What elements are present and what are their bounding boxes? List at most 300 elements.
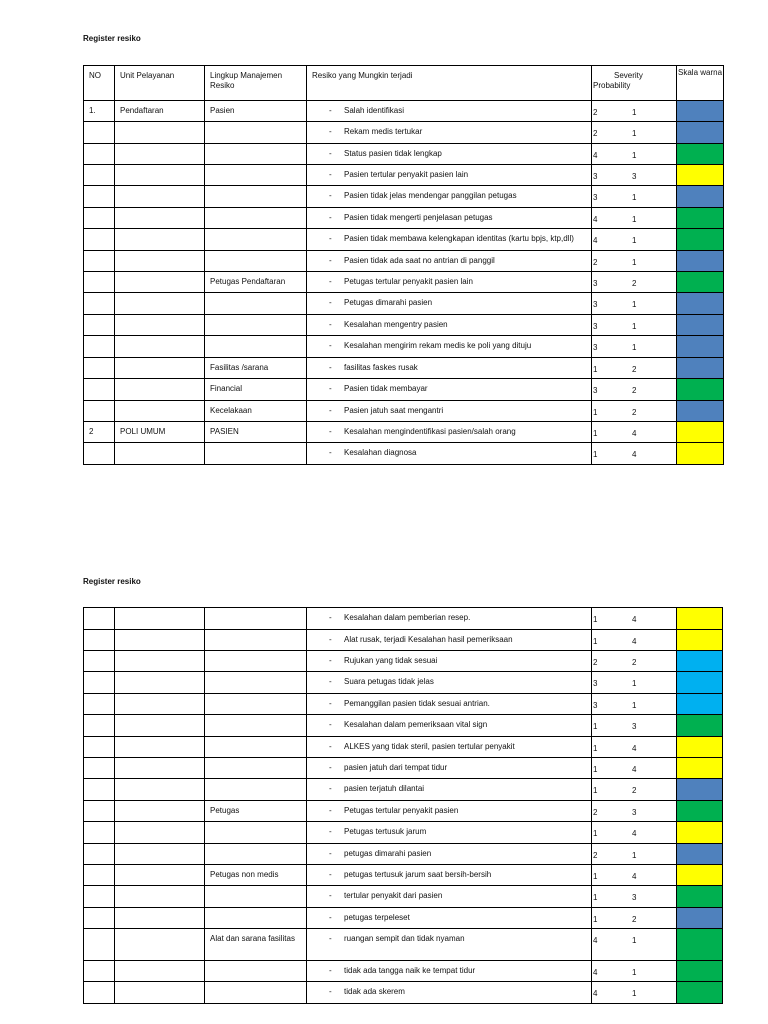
row-unit (115, 251, 205, 272)
color-scale-cell (677, 208, 724, 229)
row-scope: Petugas non medis (205, 865, 307, 886)
bullet-dash: - (329, 406, 332, 415)
row-scope (205, 779, 307, 801)
row-scope: Alat dan sarana fasilitas (205, 929, 307, 961)
probability-value: 4 (632, 829, 637, 838)
row-risk (307, 844, 592, 865)
row-unit (115, 961, 205, 982)
color-scale-cell (677, 315, 724, 336)
row-no (84, 608, 115, 630)
risk-text: fasilitas faskes rusak (344, 363, 418, 372)
row-scope (205, 844, 307, 865)
row-severity-probability (592, 144, 677, 165)
severity-value: 3 (593, 322, 598, 331)
probability-value: 1 (632, 215, 637, 224)
probability-value: 3 (632, 893, 637, 902)
bullet-dash: - (329, 966, 332, 975)
risk-text: Petugas dimarahi pasien (344, 298, 433, 307)
row-risk (307, 165, 592, 186)
severity-value: 4 (593, 215, 598, 224)
row-risk (307, 715, 592, 737)
risk-register-table-2 (83, 607, 723, 1004)
risk-text: Alat rusak, terjadi Kesalahan hasil pemeriksaan (344, 635, 513, 644)
row-risk (307, 737, 592, 758)
table-row (84, 822, 723, 844)
bullet-dash: - (329, 987, 332, 996)
probability-value: 2 (632, 386, 637, 395)
color-scale-cell (677, 186, 724, 208)
bullet-dash: - (329, 170, 332, 179)
severity-value: 2 (593, 808, 598, 817)
risk-text: Kesalahan diagnosa (344, 448, 417, 457)
row-severity-probability (592, 101, 677, 122)
color-scale-cell (677, 272, 724, 293)
table-row (84, 293, 724, 315)
row-unit (115, 608, 205, 630)
row-unit (115, 186, 205, 208)
row-no (84, 208, 115, 229)
severity-value: 2 (593, 129, 598, 138)
table-row (84, 208, 724, 229)
severity-value: 3 (593, 172, 598, 181)
severity-value: 3 (593, 679, 598, 688)
row-scope (205, 961, 307, 982)
table-row (84, 929, 723, 961)
table-row (84, 886, 723, 908)
bullet-dash: - (329, 613, 332, 622)
row-unit (115, 379, 205, 401)
probability-value: 1 (632, 151, 637, 160)
row-severity-probability (592, 379, 677, 401)
color-scale-cell (677, 961, 723, 982)
table-row (84, 694, 723, 715)
severity-value: 4 (593, 989, 598, 998)
color-scale-cell (677, 101, 724, 122)
probability-value: 3 (632, 172, 637, 181)
risk-text: Kesalahan mengentry pasien (344, 320, 448, 329)
row-unit (115, 272, 205, 293)
color-scale-cell (677, 865, 723, 886)
row-risk (307, 422, 592, 443)
row-severity-probability (592, 779, 677, 801)
row-unit (115, 929, 205, 961)
row-no (84, 358, 115, 379)
color-scale-cell (677, 144, 724, 165)
table-row (84, 186, 724, 208)
row-unit (115, 865, 205, 886)
color-scale-cell (677, 379, 724, 401)
color-scale-cell (677, 737, 723, 758)
severity-value: 4 (593, 936, 598, 945)
row-unit (115, 908, 205, 929)
probability-value: 1 (632, 129, 637, 138)
row-scope (205, 822, 307, 844)
bullet-dash: - (329, 256, 332, 265)
severity-value: 3 (593, 701, 598, 710)
row-scope (205, 694, 307, 715)
row-risk (307, 401, 592, 422)
row-risk (307, 822, 592, 844)
severity-value: 1 (593, 786, 598, 795)
severity-value: 1 (593, 450, 598, 459)
color-scale-cell (677, 336, 724, 358)
probability-value: 2 (632, 786, 637, 795)
row-scope (205, 251, 307, 272)
risk-text: tidak ada tangga naik ke tempat tidur (344, 966, 476, 975)
severity-value: 3 (593, 279, 598, 288)
color-scale-cell (677, 165, 724, 186)
risk-text: Petugas tertular penyakit pasien (344, 806, 459, 815)
row-no (84, 886, 115, 908)
header-no: NO (84, 66, 115, 101)
bullet-dash: - (329, 427, 332, 436)
severity-value: 1 (593, 829, 598, 838)
color-scale-cell (677, 229, 724, 251)
row-no (84, 315, 115, 336)
row-no (84, 293, 115, 315)
row-severity-probability (592, 737, 677, 758)
row-unit: POLI UMUM (115, 422, 205, 443)
row-unit (115, 336, 205, 358)
probability-value: 4 (632, 872, 637, 881)
risk-text: Kesalahan mengirim rekam medis ke poli yang dituju (344, 341, 532, 350)
table-row (84, 651, 723, 672)
row-severity-probability (592, 358, 677, 379)
row-severity-probability (592, 982, 677, 1004)
risk-text: Pasien tertular penyakit pasien lain (344, 170, 469, 179)
row-no (84, 272, 115, 293)
probability-value: 2 (632, 365, 637, 374)
row-severity-probability (592, 186, 677, 208)
color-scale-cell (677, 694, 723, 715)
row-no: 2 (84, 422, 115, 443)
row-scope (205, 651, 307, 672)
row-no (84, 443, 115, 465)
row-no (84, 401, 115, 422)
risk-text: Petugas tertular penyakit pasien lain (344, 277, 473, 286)
row-unit (115, 886, 205, 908)
header-severity-probability (592, 66, 677, 101)
risk-text: pasien terjatuh dilantai (344, 784, 425, 793)
table-row (84, 908, 723, 929)
color-scale-cell (677, 844, 723, 865)
bullet-dash: - (329, 320, 332, 329)
row-risk (307, 443, 592, 465)
bullet-dash: - (329, 870, 332, 879)
row-scope (205, 608, 307, 630)
row-scope (205, 886, 307, 908)
row-severity-probability (592, 929, 677, 961)
row-unit (115, 165, 205, 186)
risk-text: pasien jatuh dari tempat tidur (344, 763, 448, 772)
row-unit (115, 651, 205, 672)
row-severity-probability (592, 272, 677, 293)
bullet-dash: - (329, 699, 332, 708)
row-severity-probability (592, 694, 677, 715)
row-scope: PASIEN (205, 422, 307, 443)
bullet-dash: - (329, 127, 332, 136)
severity-value: 1 (593, 408, 598, 417)
severity-value: 1 (593, 637, 598, 646)
severity-value: 4 (593, 236, 598, 245)
risk-text: Rujukan yang tidak sesuai (344, 656, 438, 665)
table-row (84, 737, 723, 758)
row-severity-probability (592, 844, 677, 865)
probability-value: 1 (632, 936, 637, 945)
color-scale-cell (677, 651, 723, 672)
risk-text: ruangan sempit dan tidak nyaman (344, 934, 465, 943)
risk-text: ALKES yang tidak steril, pasien tertular penyakit (344, 742, 515, 751)
row-unit (115, 443, 205, 465)
table-row (84, 865, 723, 886)
row-scope (205, 144, 307, 165)
table-row (84, 608, 723, 630)
row-risk (307, 379, 592, 401)
row-risk (307, 694, 592, 715)
row-scope: Petugas Pendaftaran (205, 272, 307, 293)
row-scope (205, 982, 307, 1004)
bullet-dash: - (329, 277, 332, 286)
row-scope (205, 165, 307, 186)
bullet-dash: - (329, 742, 332, 751)
color-scale-cell (677, 401, 724, 422)
row-no (84, 336, 115, 358)
table-row (84, 336, 724, 358)
row-scope: Financial (205, 379, 307, 401)
risk-text: tidak ada skerem (344, 987, 405, 996)
row-scope: Kecelakaan (205, 401, 307, 422)
header-risk (307, 66, 592, 101)
row-unit (115, 982, 205, 1004)
row-unit (115, 630, 205, 651)
row-severity-probability (592, 401, 677, 422)
row-unit: Pendaftaran (115, 101, 205, 122)
row-risk (307, 908, 592, 929)
severity-value: 3 (593, 343, 598, 352)
row-scope: Fasilitas /sarana (205, 358, 307, 379)
row-risk (307, 630, 592, 651)
row-no (84, 844, 115, 865)
row-risk (307, 865, 592, 886)
risk-text: Pasien tidak membayar (344, 384, 428, 393)
color-scale-cell (677, 779, 723, 801)
row-risk (307, 779, 592, 801)
row-no (84, 929, 115, 961)
probability-value: 1 (632, 679, 637, 688)
probability-value: 1 (632, 851, 637, 860)
row-no (84, 379, 115, 401)
severity-value: 1 (593, 365, 598, 374)
row-scope (205, 315, 307, 336)
row-scope (205, 229, 307, 251)
probability-value: 1 (632, 108, 637, 117)
row-severity-probability (592, 822, 677, 844)
row-no (84, 144, 115, 165)
row-unit (115, 208, 205, 229)
table-row (84, 379, 724, 401)
row-unit (115, 144, 205, 165)
row-unit (115, 122, 205, 144)
row-risk (307, 208, 592, 229)
bullet-dash: - (329, 191, 332, 200)
table-row (84, 358, 724, 379)
row-severity-probability (592, 758, 677, 779)
severity-value: 1 (593, 744, 598, 753)
row-severity-probability (592, 908, 677, 929)
bullet-dash: - (329, 806, 332, 815)
severity-value: 1 (593, 429, 598, 438)
row-severity-probability (592, 886, 677, 908)
risk-text: Kesalahan dalam pemberian resep. (344, 613, 471, 622)
table-row (84, 672, 723, 694)
header-unit: Unit Pelayanan (115, 66, 205, 101)
color-scale-cell (677, 908, 723, 929)
color-scale-cell (677, 443, 724, 465)
row-risk (307, 272, 592, 293)
row-no (84, 908, 115, 929)
probability-value: 1 (632, 236, 637, 245)
row-severity-probability (592, 651, 677, 672)
row-no (84, 779, 115, 801)
row-scope (205, 630, 307, 651)
severity-value: 4 (593, 968, 598, 977)
probability-value: 1 (632, 300, 637, 309)
row-risk (307, 672, 592, 694)
row-unit (115, 844, 205, 865)
row-unit (115, 737, 205, 758)
table-row (84, 251, 724, 272)
risk-text: Status pasien tidak lengkap (344, 149, 442, 158)
probability-value: 1 (632, 322, 637, 331)
color-scale-cell (677, 672, 723, 694)
row-severity-probability (592, 630, 677, 651)
color-scale-cell (677, 758, 723, 779)
bullet-dash: - (329, 106, 332, 115)
row-no: 1. (84, 101, 115, 122)
row-unit (115, 758, 205, 779)
row-no (84, 715, 115, 737)
row-no (84, 865, 115, 886)
row-no (84, 651, 115, 672)
risk-text: petugas terpeleset (344, 913, 410, 922)
risk-text: petugas tertusuk jarum saat bersih-bersih (344, 870, 492, 879)
row-scope (205, 672, 307, 694)
table-row (84, 272, 724, 293)
severity-value: 2 (593, 851, 598, 860)
table-row (84, 229, 724, 251)
row-risk (307, 982, 592, 1004)
table-row (84, 630, 723, 651)
bullet-dash: - (329, 720, 332, 729)
row-no (84, 982, 115, 1004)
risk-text: Pasien tidak mengerti penjelasan petugas (344, 213, 493, 222)
probability-value: 2 (632, 658, 637, 667)
table-row (84, 101, 724, 122)
row-no (84, 694, 115, 715)
probability-value: 1 (632, 989, 637, 998)
row-unit (115, 801, 205, 822)
probability-value: 1 (632, 343, 637, 352)
risk-text: Kesalahan mengindentifikasi pasien/salah orang (344, 427, 516, 436)
row-unit (115, 229, 205, 251)
risk-text: Pemanggilan pasien tidak sesuai antrian. (344, 699, 490, 708)
row-unit (115, 315, 205, 336)
table-row (84, 779, 723, 801)
row-risk (307, 886, 592, 908)
page-title: Register resiko (83, 577, 141, 586)
color-scale-cell (677, 422, 724, 443)
row-unit (115, 694, 205, 715)
color-scale-cell (677, 630, 723, 651)
bullet-dash: - (329, 891, 332, 900)
table-row (84, 315, 724, 336)
row-scope (205, 908, 307, 929)
row-scope (205, 208, 307, 229)
header-severity: Severity (614, 71, 643, 80)
table-row (84, 122, 724, 144)
row-severity-probability (592, 608, 677, 630)
bullet-dash: - (329, 298, 332, 307)
row-risk (307, 758, 592, 779)
risk-text: tertular penyakit dari pasien (344, 891, 443, 900)
row-no (84, 229, 115, 251)
risk-text: Kesalahan dalam pemeriksaan vital sign (344, 720, 488, 729)
bullet-dash: - (329, 213, 332, 222)
row-risk (307, 315, 592, 336)
row-severity-probability (592, 422, 677, 443)
row-no (84, 165, 115, 186)
header-color-scale: Skala warna (677, 66, 724, 101)
risk-text: Rekam medis tertukar (344, 127, 423, 136)
bullet-dash: - (329, 384, 332, 393)
row-risk (307, 229, 592, 251)
row-no (84, 822, 115, 844)
row-severity-probability (592, 672, 677, 694)
color-scale-cell (677, 822, 723, 844)
row-risk (307, 336, 592, 358)
row-scope (205, 186, 307, 208)
table-row (84, 844, 723, 865)
row-no (84, 801, 115, 822)
probability-value: 1 (632, 258, 637, 267)
color-scale-cell (677, 122, 724, 144)
color-scale-cell (677, 801, 723, 822)
header-risk-label: Resiko yang Mungkin terjadi (312, 71, 413, 80)
row-no (84, 630, 115, 651)
row-risk (307, 122, 592, 144)
bullet-dash: - (329, 341, 332, 350)
header-probability: Probability (593, 81, 631, 90)
row-no (84, 122, 115, 144)
row-severity-probability (592, 122, 677, 144)
table-row (84, 401, 724, 422)
row-severity-probability (592, 336, 677, 358)
severity-value: 4 (593, 151, 598, 160)
row-risk (307, 251, 592, 272)
row-no (84, 758, 115, 779)
row-scope: Pasien (205, 101, 307, 122)
row-unit (115, 358, 205, 379)
color-scale-cell (677, 715, 723, 737)
bullet-dash: - (329, 635, 332, 644)
bullet-dash: - (329, 149, 332, 158)
probability-value: 4 (632, 615, 637, 624)
row-severity-probability (592, 961, 677, 982)
row-severity-probability (592, 865, 677, 886)
table-row (84, 982, 723, 1004)
row-unit (115, 715, 205, 737)
risk-text: Pasien tidak ada saat no antrian di panggil (344, 256, 495, 265)
